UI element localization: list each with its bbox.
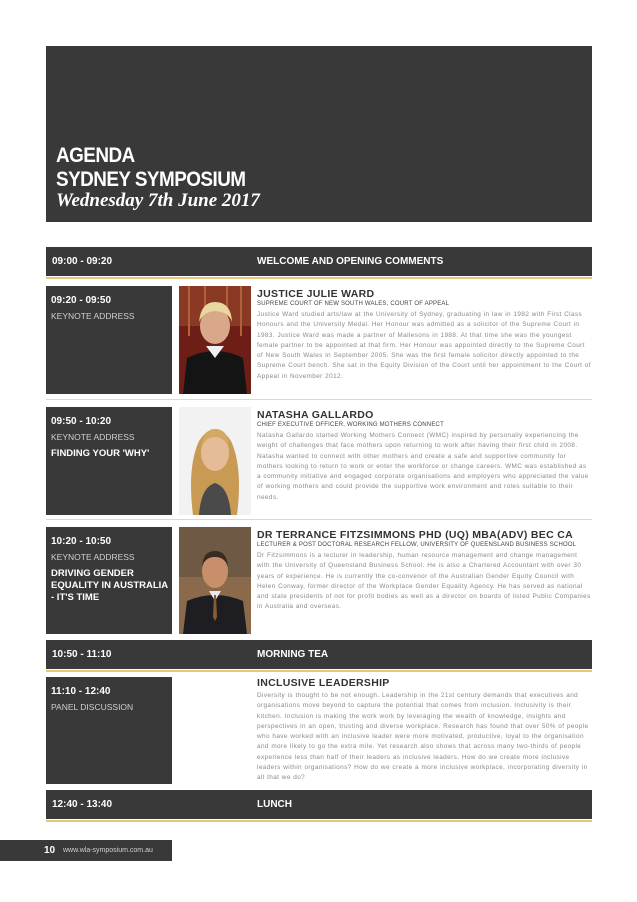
session-time: 11:10 - 12:40 <box>51 686 111 697</box>
session-time: 09:00 - 09:20 <box>52 256 113 267</box>
session-time: 10:50 - 11:10 <box>52 649 112 660</box>
session-type: KEYNOTE ADDRESS <box>51 552 135 562</box>
session-bar-morning-tea <box>46 640 592 669</box>
header-date: Wednesday 7th June 2017 <box>56 190 260 211</box>
speaker-info-julie-ward <box>257 288 592 382</box>
speaker-name: DR TERRANCE FITZSIMMONS PHD (UQ) MBA(ADV) BEC CA <box>257 529 573 541</box>
speaker-photo-terrance-fitzsimmons <box>179 527 251 634</box>
session-type: PANEL DISCUSSION <box>51 702 134 712</box>
speaker-photo-natasha-gallardo <box>179 407 251 515</box>
speaker-bio: Dr Fitzsimmons is a lecturer in leadership, human resource management and change management with the University of Queensland Business School. He is also a Chartered Accountant with over 30 years of experience. He is currently the co-convenor of the Australian Gender Equity Council with Helen Conway, former director of the Workplace Gender Equality Agency. He has served as national and state presidents of not for profit bodies as well as a director on boards of listed Public Companies in Australia and overseas. <box>257 552 591 611</box>
speaker-info-natasha-gallardo <box>257 409 592 503</box>
session-time: 12:40 - 13:40 <box>52 799 113 810</box>
divider <box>46 820 592 822</box>
speaker-role: SUPREME COURT OF NEW SOUTH WALES, COURT OF APPEAL <box>257 301 450 307</box>
panel-title: INCLUSIVE LEADERSHIP <box>257 677 390 689</box>
divider <box>46 399 592 400</box>
speaker-name: NATASHA GALLARDO <box>257 409 374 421</box>
speaker-info-terrance-fitzsimmons <box>257 529 592 613</box>
session-title: DRIVING GENDER EQUALITY IN AUSTRALIA - IT'S TIME <box>51 568 168 603</box>
divider <box>46 670 592 672</box>
header-title: AGENDA <box>56 144 135 167</box>
session-block-panel <box>46 677 172 784</box>
speaker-bio: Justice Ward studied arts/law at the University of Sydney, graduating in law in 1982 with First Class Honours and the University Medal. Her Honour was admitted as a solicitor of the Supreme Court in 1983. Justice Ward was made a partner of Mallesons in 1988. At that time she was the youngest female partner to be appointed at that firm. Her Honour was appointed directly to the Supreme Court of New South Wales in September 2005. She was the first female solicitor directly appointed to the Supreme Court bench. She sat in the Equity Division of the Court until her appointment to the Court of Appeal in November 2012. <box>257 311 591 380</box>
session-time: 09:20 - 09:50 <box>51 295 112 306</box>
session-title: WELCOME AND OPENING COMMENTS <box>257 256 444 267</box>
page-number: 10 <box>44 845 56 856</box>
session-title: MORNING TEA <box>257 649 329 660</box>
header-subtitle: SYDNEY SYMPOSIUM <box>56 168 246 191</box>
agenda-header <box>46 46 592 222</box>
divider <box>46 519 592 520</box>
speaker-role: LECTURER & POST DOCTORAL RESEARCH FELLOW, UNIVERSITY OF QUEENSLAND BUSINESS SCHOOL <box>257 542 577 548</box>
panel-info <box>257 677 592 784</box>
page-footer <box>0 840 172 861</box>
session-block-keynote-1 <box>46 286 172 394</box>
session-time: 10:20 - 10:50 <box>51 536 112 547</box>
session-bar-welcome <box>46 247 592 276</box>
speaker-photo-julie-ward <box>179 286 251 394</box>
session-type: KEYNOTE ADDRESS <box>51 432 135 442</box>
session-bar-lunch <box>46 790 592 819</box>
divider <box>46 277 592 279</box>
speaker-bio: Natasha Gallardo started Working Mothers Connect (WMC) inspired by personally experiencing the weight of challenges that face mothers upon returning to work after having their first child in 2008. Natasha wanted to connect with other mothers and create a safe and supportive community for mothers looking to return to work or enter the workforce or change careers. WMC was established as a community initiative and engaged corporate organisations and employers who appreciated the value of working mothers and could provide the supportive work environment and roles suitable to their needs. <box>257 432 589 501</box>
session-type: KEYNOTE ADDRESS <box>51 311 135 321</box>
speaker-role: CHIEF EXECUTIVE OFFICER, WORKING MOTHERS CONNECT <box>257 422 444 428</box>
session-time: 09:50 - 10:20 <box>51 416 112 427</box>
footer-url[interactable]: www.wla-symposium.com.au <box>63 847 153 854</box>
panel-description: Diversity is thought to be not enough. Leadership in the 21st century demands that executives and organisations move beyond to capture the potential that comes from inclusion. Inclusivity is their kitchen. Inclusion is making the work work by leveraging the wealth of knowledge, insights and perspectives in an open, trusting and diverse workplace. Research has found that over 50% of people who have worked with an inclusive leader were more motivated, productive, loyal to the organisation and more likely to go the extra mile. Yet research also shows that across many two-thirds of people experience less than half of their leaders as inclusive leaders. How do we create more inclusive leaders within organisations? How do we create a more inclusive workplace, incorporating diversity in all that we do? <box>257 692 589 782</box>
speaker-name: JUSTICE JULIE WARD <box>257 288 375 300</box>
session-block-keynote-3 <box>46 527 172 634</box>
session-block-keynote-2 <box>46 407 172 515</box>
session-title: FINDING YOUR 'WHY' <box>51 448 150 459</box>
session-title: LUNCH <box>257 799 292 810</box>
